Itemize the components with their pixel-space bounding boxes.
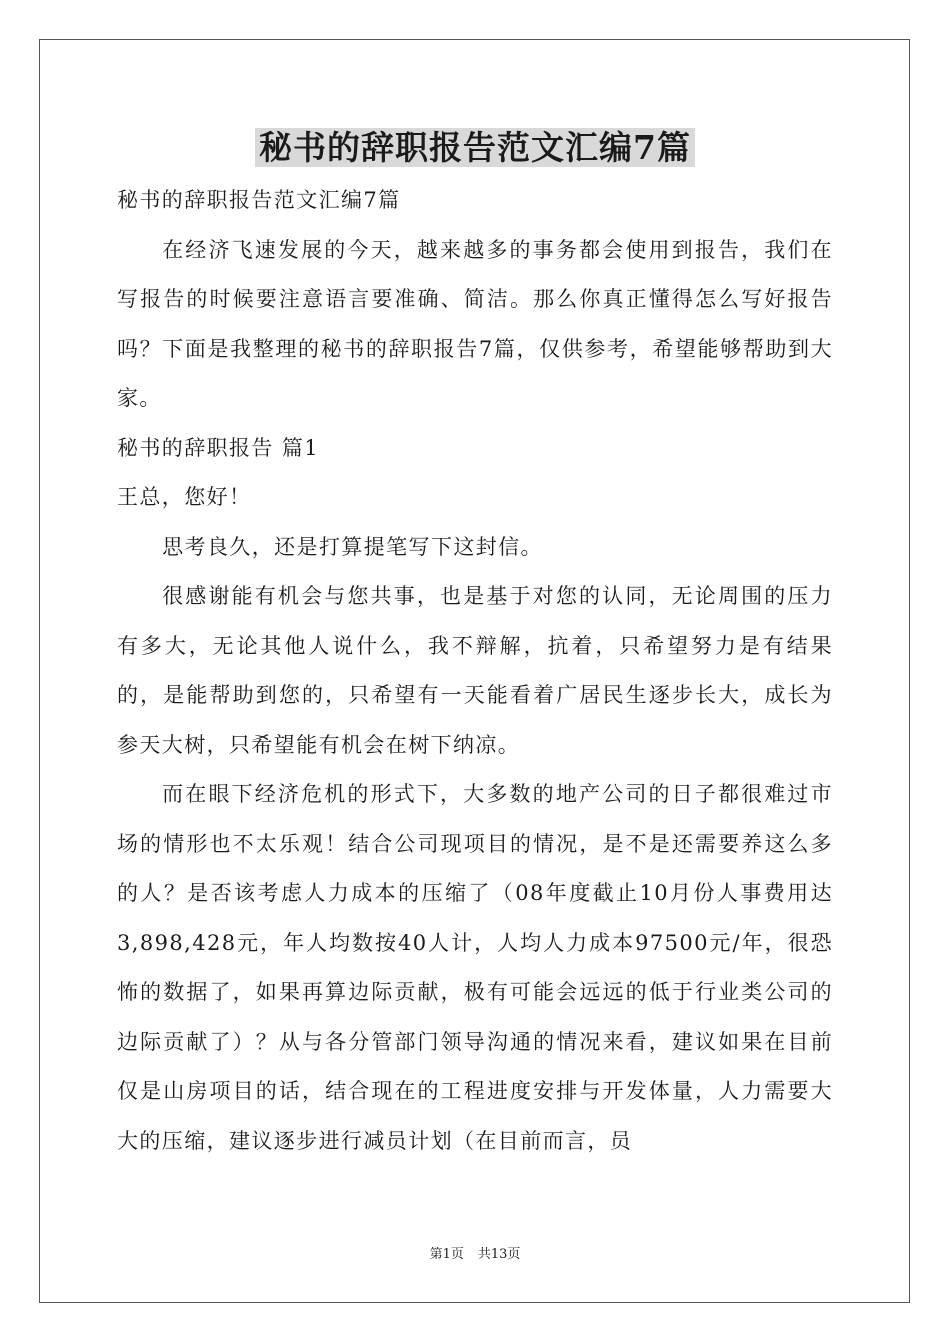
page-number: 第1页 — [429, 1247, 464, 1262]
document-title-text: 秘书的辞职报告范文汇编7篇 — [255, 128, 695, 167]
paragraph-body: 很感谢能有机会与您共事，也是基于对您的认同，无论周围的压力有多大，无论其他人说什么，我不辩解，抗着，只希望努力是有结果的，是能帮助到您的，只希望有一天能看着广居民生逐步长大，成长为参天大树，只希望能有机会在树下纳凉。 — [117, 584, 833, 757]
document-title — [0, 126, 950, 170]
paragraph-body: 而在眼下经济危机的形式下，大多数的地产公司的日子都很难过市场的情形也不太乐观！结合公司现项目的情况，是不是还需要养这么多的人？是否该考虑人力成本的压缩了（08年度截止10月份人事费用达3,898,428元，年人均数按40人计，人均人力成本97500元/年，很恐怖的数据了，如果再算边际贡献，极有可能会远远的低于行业类公司的边际贡献了）？从与各分管部门领导沟通的情况来看，建议如果在目前仅是山房项目的话，结合现在的工程进度安排与开发体量，人力需要大大的压缩，建议逐步进行减员计划（在目前而言，员 — [117, 782, 833, 1153]
paragraph-subtitle: 秘书的辞职报告范文汇编7篇 — [117, 188, 401, 212]
page-total: 共13页 — [477, 1247, 521, 1262]
paragraph-salutation: 王总，您好！ — [117, 485, 252, 509]
document-body — [117, 176, 833, 1166]
page-footer — [0, 1246, 950, 1264]
paragraph-section-heading: 秘书的辞职报告 篇1 — [117, 435, 320, 460]
paragraph-intro: 在经济飞速发展的今天，越来越多的事务都会使用到报告，我们在写报告的时候要注意语言要准确、简洁。那么你真正懂得怎么写好报告吗？下面是我整理的秘书的辞职报告7篇，仅供参考，希望能够帮助到大家。 — [117, 237, 833, 410]
paragraph-body: 思考良久，还是打算提笔写下这封信。 — [162, 534, 543, 559]
